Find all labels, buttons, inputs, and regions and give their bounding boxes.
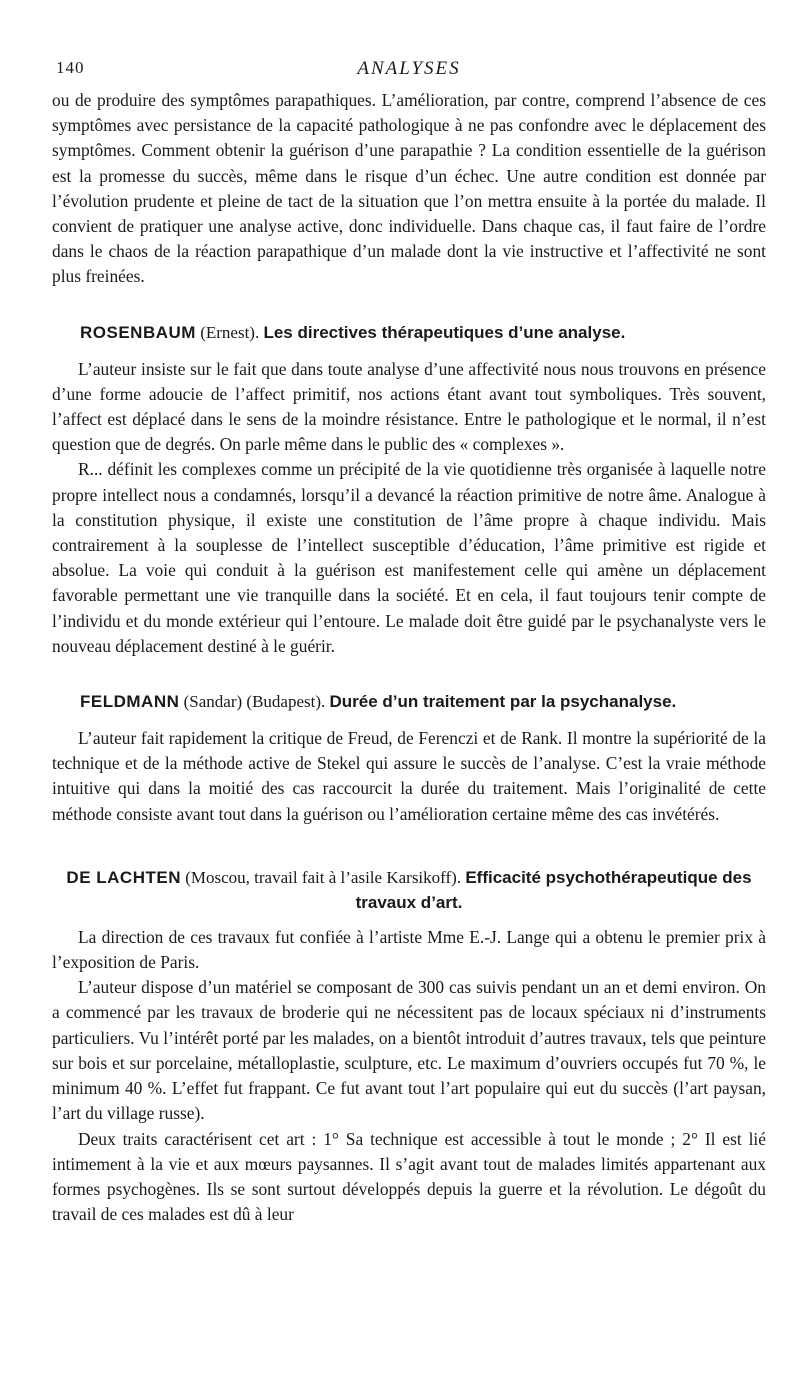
review-paragraph: La direction de ces travaux fut confiée à l’artiste Mme E.-J. Lange qui a obtenu le premier prix à l’exposition de Paris.: [52, 926, 766, 973]
review-author-details: (Moscou, travail fait à l’asile Karsikoff).: [185, 867, 462, 887]
review-author-details: (Ernest).: [200, 322, 260, 342]
review-paragraph: Deux traits caractérisent cet art : 1° Sa technique est accessible à tout le monde ; 2° Il est lié intimement à la vie et aux mœurs paysannes. Il s’agit avant tout de malades limités appartenant aux formes psychogènes. Ils se sont surtout développés depuis la guerre et la révolution. Le dégoût du travail de ces malades est dû à leur: [52, 1128, 766, 1225]
header-title: ANALYSES: [357, 58, 461, 79]
review-title: Les directives thérapeutiques d’une analyse.: [263, 322, 626, 342]
review-author: ROSENBAUM: [80, 322, 196, 342]
review-author: DE LACHTEN: [66, 867, 181, 887]
intro-paragraph: ou de produire des symptômes parapathiques. L’amélioration, par contre, comprend l’absence de ces symptômes avec persistance de la capacité pathologique à ne pas confondre avec le déplacement des symptômes. Comment obtenir la guérison d’une parapathie ? La condition essentielle de la guérison est la promesse du succès, même dans le risque d’un échec. Une autre condition est donnée par l’évolution prudente et pleine de tact de la situation que l’on mettra ensuite à la portée du malade. Il convient de pratiquer une analyse active, donc individuelle. Dans chaque cas, il faut faire de l’ordre dans le chaos de la réaction parapathique d’un malade dont la vie instructive et l’affectivité ne sont plus freinées.: [52, 90, 766, 287]
review-author-details: (Sandar) (Budapest).: [183, 692, 326, 712]
page-number: 140: [56, 58, 85, 77]
review-paragraph: L’auteur dispose d’un matériel se composant de 300 cas suivis pendant un an et demi environ. On a commencé par les travaux de broderie qui ne nécessitent pas de locaux spéciaux ni d’instruments particuliers. Vu l’intérêt porté par les malades, on a bientôt introduit d’autres travaux, tels que peinture sur bois et sur porcelaine, métalloplastie, sculpture, etc. Le maximum d’ouvriers occupés fut 70 %, le minimum 40 %. L’effet fut frappant. Ce fut avant tout l’art populaire qui eut du succès (l’art paysan, l’art du village russe).: [52, 977, 766, 1124]
running-header: [52, 58, 766, 88]
review-heading-de-lachten: [62, 865, 756, 915]
review-paragraph: L’auteur insiste sur le fait que dans toute analyse d’une affectivité nous nous trouvons en présence d’une forme adoucie de l’affect primitif, nos actions étant avant tout symboliques. Très souvent, l’affect est déplacé dans le sens de la moindre résistance. Entre le pathologique et le normal, il n’est question que de degrés. On parle même dans le public des « complexes ».: [52, 358, 766, 455]
review-paragraph: L’auteur fait rapidement la critique de Freud, de Ferenczi et de Rank. Il montre la supériorité de la technique et de la méthode active de Stekel qui assure le succès de l’analyse. C’est la vraie méthode intuitive qui dans la moitié des cas raccourcit la durée du traitement. Mais l’originalité de cette méthode consiste avant tout dans la guérison ou l’amélioration certaine même des cas invétérés.: [52, 728, 766, 824]
review-paragraph: R... définit les complexes comme un précipité de la vie quotidienne très organisée à laquelle notre propre intellect nous a condamnés, lorsqu’il a devancé la réaction primitive de notre âme. Analogue à la constitution physique, il existe une constitution de l’âme propre à chaque individu. Mais contrairement à la souplesse de l’intellect susceptible d’éducation, l’âme primitive est rigide et absolue. La voie qui conduit à la guérison est manifestement celle qui amène un déplacement favorable permettant une vie tranquille dans la société. Et en cela, il faut toujours tenir compte de l’individu et du monde extérieur qui l’entoure. Le malade doit être guidé par le psychanalyste vers le nouveau déplacement destiné à le guérir.: [52, 459, 766, 656]
review-heading-rosenbaum: [80, 320, 756, 345]
review-title: Efficacité psychothérapeutique des travaux d’art.: [355, 867, 752, 912]
review-title: Durée d’un traitement par la psychanalyse.: [329, 692, 677, 712]
review-heading-feldmann: [80, 689, 756, 714]
review-author: FELDMANN: [80, 692, 180, 712]
